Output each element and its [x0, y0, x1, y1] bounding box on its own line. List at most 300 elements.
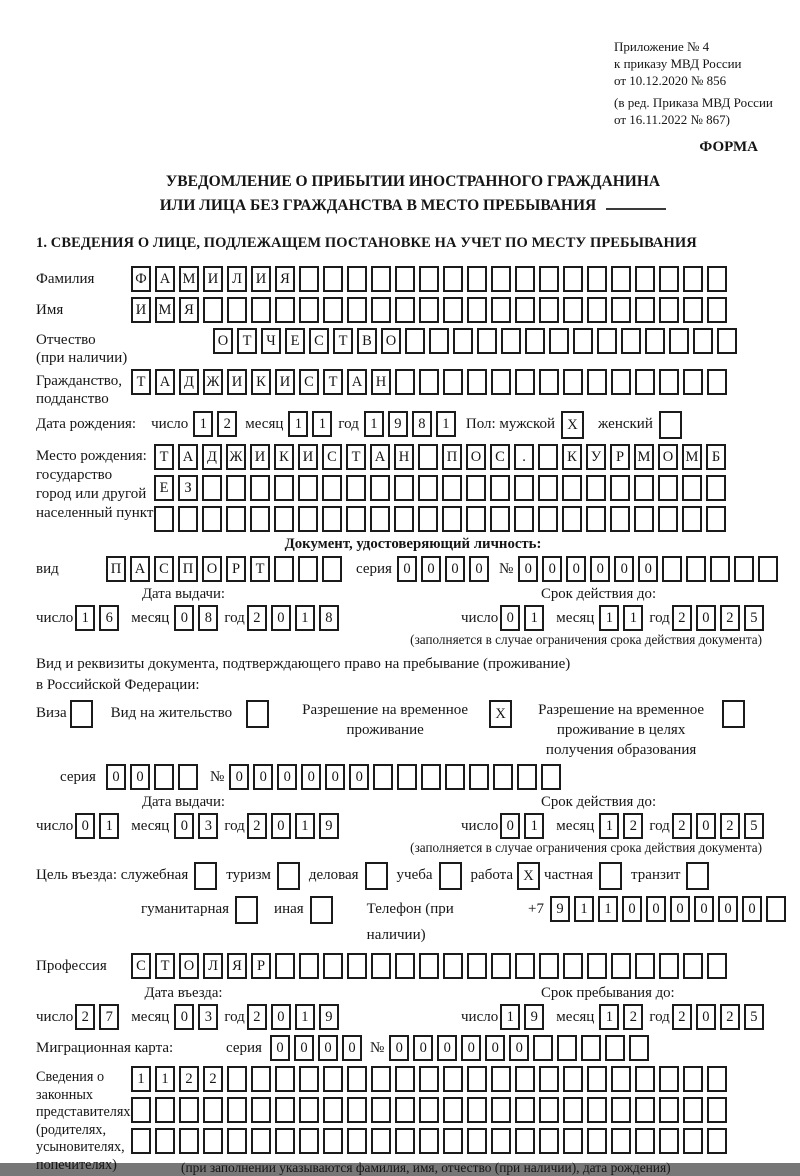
char-box[interactable]: 0 — [622, 896, 642, 922]
char-box[interactable] — [515, 297, 535, 323]
char-box[interactable] — [275, 1097, 295, 1123]
sex-female-checkbox[interactable] — [659, 411, 682, 439]
char-box[interactable] — [683, 1128, 703, 1154]
purpose-private-checkbox[interactable] — [599, 862, 622, 890]
char-box[interactable]: 0 — [271, 813, 291, 839]
char-box[interactable]: 1 — [623, 605, 643, 631]
char-box[interactable] — [442, 475, 462, 501]
char-box[interactable]: И — [251, 266, 271, 292]
char-box[interactable] — [683, 1097, 703, 1123]
char-box[interactable] — [683, 297, 703, 323]
char-box[interactable] — [515, 266, 535, 292]
char-box[interactable] — [395, 369, 415, 395]
char-box[interactable]: Е — [154, 475, 174, 501]
char-box[interactable]: С — [154, 556, 174, 582]
char-box[interactable] — [706, 475, 726, 501]
char-box[interactable] — [251, 1097, 271, 1123]
char-box[interactable] — [707, 1128, 727, 1154]
char-box[interactable] — [669, 328, 689, 354]
char-box[interactable] — [322, 475, 342, 501]
char-box[interactable] — [275, 297, 295, 323]
char-box[interactable] — [418, 506, 438, 532]
char-box[interactable] — [442, 506, 462, 532]
char-box[interactable]: О — [213, 328, 233, 354]
char-box[interactable]: М — [155, 297, 175, 323]
char-box[interactable] — [707, 1066, 727, 1092]
char-box[interactable]: 1 — [295, 1004, 315, 1030]
char-box[interactable]: О — [202, 556, 222, 582]
char-box[interactable]: 0 — [342, 1035, 362, 1061]
char-box[interactable] — [443, 266, 463, 292]
char-box[interactable] — [539, 266, 559, 292]
char-box[interactable]: 0 — [106, 764, 126, 790]
char-box[interactable] — [659, 1097, 679, 1123]
char-box[interactable]: 2 — [672, 813, 692, 839]
char-box[interactable] — [659, 266, 679, 292]
char-box[interactable] — [467, 369, 487, 395]
char-box[interactable] — [227, 297, 247, 323]
char-box[interactable]: 0 — [461, 1035, 481, 1061]
char-box[interactable] — [178, 764, 198, 790]
char-box[interactable]: А — [347, 369, 367, 395]
char-box[interactable] — [611, 369, 631, 395]
char-box[interactable]: 3 — [198, 813, 218, 839]
char-box[interactable] — [563, 1097, 583, 1123]
char-box[interactable] — [491, 266, 511, 292]
char-box[interactable]: 2 — [247, 605, 267, 631]
purpose-humanitarian-checkbox[interactable] — [235, 896, 258, 924]
char-box[interactable] — [443, 297, 463, 323]
char-box[interactable] — [539, 953, 559, 979]
char-box[interactable]: 6 — [99, 605, 119, 631]
char-box[interactable]: 2 — [247, 813, 267, 839]
char-box[interactable] — [707, 266, 727, 292]
char-box[interactable] — [766, 896, 786, 922]
char-box[interactable] — [469, 764, 489, 790]
char-box[interactable] — [371, 1128, 391, 1154]
char-box[interactable] — [659, 297, 679, 323]
char-box[interactable] — [275, 1128, 295, 1154]
char-box[interactable]: О — [658, 444, 678, 470]
char-box[interactable]: 0 — [271, 605, 291, 631]
char-box[interactable] — [394, 506, 414, 532]
char-box[interactable] — [467, 1097, 487, 1123]
char-box[interactable] — [515, 1128, 535, 1154]
char-box[interactable]: 2 — [623, 1004, 643, 1030]
char-box[interactable]: П — [106, 556, 126, 582]
char-box[interactable]: Я — [227, 953, 247, 979]
char-box[interactable] — [443, 953, 463, 979]
char-box[interactable]: Н — [371, 369, 391, 395]
char-box[interactable] — [563, 1128, 583, 1154]
char-box[interactable]: . — [514, 444, 534, 470]
char-box[interactable] — [658, 475, 678, 501]
char-box[interactable] — [611, 266, 631, 292]
char-box[interactable] — [251, 297, 271, 323]
char-box[interactable]: Д — [179, 369, 199, 395]
char-box[interactable] — [514, 506, 534, 532]
char-box[interactable] — [493, 764, 513, 790]
char-box[interactable] — [299, 266, 319, 292]
char-box[interactable] — [371, 1066, 391, 1092]
char-box[interactable]: Л — [203, 953, 223, 979]
char-box[interactable]: М — [634, 444, 654, 470]
char-box[interactable] — [758, 556, 778, 582]
char-box[interactable]: 1 — [524, 813, 544, 839]
char-box[interactable]: 2 — [75, 1004, 95, 1030]
char-box[interactable] — [693, 328, 713, 354]
char-box[interactable] — [274, 506, 294, 532]
char-box[interactable]: 0 — [670, 896, 690, 922]
char-box[interactable]: 1 — [599, 1004, 619, 1030]
char-box[interactable]: С — [309, 328, 329, 354]
char-box[interactable] — [419, 1066, 439, 1092]
char-box[interactable]: 8 — [198, 605, 218, 631]
char-box[interactable] — [587, 953, 607, 979]
char-box[interactable] — [515, 1097, 535, 1123]
char-box[interactable]: Т — [155, 953, 175, 979]
char-box[interactable] — [611, 1128, 631, 1154]
char-box[interactable]: С — [131, 953, 151, 979]
char-box[interactable] — [562, 475, 582, 501]
char-box[interactable] — [395, 953, 415, 979]
char-box[interactable] — [274, 556, 294, 582]
char-box[interactable] — [395, 1097, 415, 1123]
char-box[interactable]: 1 — [99, 813, 119, 839]
char-box[interactable] — [154, 506, 174, 532]
char-box[interactable]: Д — [202, 444, 222, 470]
char-box[interactable] — [322, 506, 342, 532]
char-box[interactable] — [541, 764, 561, 790]
char-box[interactable] — [347, 297, 367, 323]
char-box[interactable] — [557, 1035, 577, 1061]
char-box[interactable] — [581, 1035, 601, 1061]
char-box[interactable] — [573, 328, 593, 354]
char-box[interactable]: З — [178, 475, 198, 501]
char-box[interactable]: Ф — [131, 266, 151, 292]
char-box[interactable] — [538, 444, 558, 470]
char-box[interactable]: 9 — [319, 1004, 339, 1030]
char-box[interactable] — [477, 328, 497, 354]
char-box[interactable] — [682, 506, 702, 532]
char-box[interactable] — [275, 953, 295, 979]
char-box[interactable] — [466, 475, 486, 501]
char-box[interactable] — [419, 266, 439, 292]
char-box[interactable] — [491, 1066, 511, 1092]
char-box[interactable] — [539, 1128, 559, 1154]
char-box[interactable]: С — [322, 444, 342, 470]
purpose-other-checkbox[interactable] — [310, 896, 333, 924]
char-box[interactable]: 0 — [445, 556, 465, 582]
char-box[interactable]: 0 — [75, 813, 95, 839]
temp-permit-edu-checkbox[interactable] — [722, 700, 745, 728]
char-box[interactable]: 5 — [744, 813, 764, 839]
char-box[interactable] — [395, 297, 415, 323]
char-box[interactable] — [419, 1097, 439, 1123]
char-box[interactable]: 1 — [312, 411, 332, 437]
char-box[interactable]: 2 — [720, 605, 740, 631]
char-box[interactable] — [418, 475, 438, 501]
char-box[interactable] — [563, 266, 583, 292]
char-box[interactable] — [587, 369, 607, 395]
char-box[interactable]: О — [466, 444, 486, 470]
char-box[interactable]: 0 — [718, 896, 738, 922]
char-box[interactable] — [466, 506, 486, 532]
char-box[interactable] — [347, 266, 367, 292]
char-box[interactable] — [605, 1035, 625, 1061]
char-box[interactable]: 5 — [744, 1004, 764, 1030]
char-box[interactable]: 0 — [389, 1035, 409, 1061]
char-box[interactable] — [323, 953, 343, 979]
char-box[interactable]: О — [179, 953, 199, 979]
char-box[interactable]: 1 — [524, 605, 544, 631]
char-box[interactable] — [467, 297, 487, 323]
char-box[interactable] — [274, 475, 294, 501]
char-box[interactable] — [131, 1097, 151, 1123]
char-box[interactable]: 2 — [623, 813, 643, 839]
sex-male-checkbox[interactable]: X — [561, 411, 584, 439]
char-box[interactable]: 2 — [672, 605, 692, 631]
char-box[interactable] — [155, 1097, 175, 1123]
char-box[interactable] — [658, 506, 678, 532]
char-box[interactable]: 0 — [500, 605, 520, 631]
char-box[interactable] — [227, 1097, 247, 1123]
purpose-business-checkbox[interactable] — [365, 862, 388, 890]
char-box[interactable] — [491, 1097, 511, 1123]
char-box[interactable] — [347, 1066, 367, 1092]
char-box[interactable]: П — [442, 444, 462, 470]
char-box[interactable]: Т — [323, 369, 343, 395]
char-box[interactable]: Н — [394, 444, 414, 470]
char-box[interactable] — [645, 328, 665, 354]
char-box[interactable] — [443, 1128, 463, 1154]
purpose-study-checkbox[interactable] — [439, 862, 462, 890]
char-box[interactable]: Ж — [203, 369, 223, 395]
char-box[interactable] — [563, 953, 583, 979]
char-box[interactable] — [611, 1066, 631, 1092]
char-box[interactable]: 0 — [509, 1035, 529, 1061]
char-box[interactable]: К — [251, 369, 271, 395]
char-box[interactable] — [635, 369, 655, 395]
char-box[interactable] — [707, 369, 727, 395]
char-box[interactable] — [322, 556, 342, 582]
char-box[interactable]: Т — [237, 328, 257, 354]
char-box[interactable] — [707, 953, 727, 979]
char-box[interactable] — [323, 1128, 343, 1154]
char-box[interactable] — [203, 297, 223, 323]
char-box[interactable]: 0 — [301, 764, 321, 790]
char-box[interactable]: Ч — [261, 328, 281, 354]
char-box[interactable]: И — [275, 369, 295, 395]
char-box[interactable]: 1 — [364, 411, 384, 437]
purpose-official-checkbox[interactable] — [194, 862, 217, 890]
char-box[interactable] — [563, 369, 583, 395]
char-box[interactable]: Б — [706, 444, 726, 470]
char-box[interactable] — [586, 475, 606, 501]
char-box[interactable] — [371, 297, 391, 323]
char-box[interactable] — [549, 328, 569, 354]
char-box[interactable]: Л — [227, 266, 247, 292]
char-box[interactable] — [659, 369, 679, 395]
char-box[interactable]: 0 — [542, 556, 562, 582]
char-box[interactable] — [682, 475, 702, 501]
char-box[interactable]: 1 — [288, 411, 308, 437]
char-box[interactable] — [501, 328, 521, 354]
char-box[interactable] — [597, 328, 617, 354]
char-box[interactable] — [610, 506, 630, 532]
char-box[interactable] — [491, 1128, 511, 1154]
char-box[interactable] — [370, 506, 390, 532]
char-box[interactable]: 0 — [318, 1035, 338, 1061]
char-box[interactable]: С — [299, 369, 319, 395]
char-box[interactable] — [539, 297, 559, 323]
char-box[interactable] — [610, 475, 630, 501]
char-box[interactable]: 0 — [485, 1035, 505, 1061]
char-box[interactable] — [251, 1066, 271, 1092]
char-box[interactable]: С — [490, 444, 510, 470]
char-box[interactable]: Т — [250, 556, 270, 582]
char-box[interactable] — [227, 1128, 247, 1154]
char-box[interactable] — [443, 1066, 463, 1092]
char-box[interactable] — [250, 506, 270, 532]
char-box[interactable]: 9 — [524, 1004, 544, 1030]
char-box[interactable] — [155, 1128, 175, 1154]
char-box[interactable] — [453, 328, 473, 354]
char-box[interactable]: И — [227, 369, 247, 395]
char-box[interactable] — [635, 297, 655, 323]
purpose-transit-checkbox[interactable] — [686, 862, 709, 890]
char-box[interactable] — [634, 475, 654, 501]
char-box[interactable] — [587, 1128, 607, 1154]
char-box[interactable]: 2 — [217, 411, 237, 437]
char-box[interactable] — [395, 1128, 415, 1154]
char-box[interactable] — [635, 1128, 655, 1154]
char-box[interactable]: 0 — [500, 813, 520, 839]
char-box[interactable]: 1 — [436, 411, 456, 437]
char-box[interactable] — [418, 444, 438, 470]
char-box[interactable] — [154, 764, 174, 790]
char-box[interactable] — [323, 1097, 343, 1123]
char-box[interactable] — [734, 556, 754, 582]
char-box[interactable] — [517, 764, 537, 790]
char-box[interactable] — [323, 297, 343, 323]
char-box[interactable] — [659, 1128, 679, 1154]
char-box[interactable] — [373, 764, 393, 790]
char-box[interactable] — [707, 297, 727, 323]
char-box[interactable]: 0 — [646, 896, 666, 922]
char-box[interactable]: 1 — [599, 813, 619, 839]
char-box[interactable]: 9 — [550, 896, 570, 922]
char-box[interactable] — [394, 475, 414, 501]
char-box[interactable] — [662, 556, 682, 582]
char-box[interactable]: 0 — [413, 1035, 433, 1061]
char-box[interactable]: 5 — [744, 605, 764, 631]
char-box[interactable]: У — [586, 444, 606, 470]
char-box[interactable] — [539, 1097, 559, 1123]
char-box[interactable] — [443, 1097, 463, 1123]
char-box[interactable]: И — [298, 444, 318, 470]
char-box[interactable]: 8 — [319, 605, 339, 631]
char-box[interactable] — [533, 1035, 553, 1061]
char-box[interactable]: 0 — [174, 813, 194, 839]
char-box[interactable]: 1 — [500, 1004, 520, 1030]
char-box[interactable]: 0 — [614, 556, 634, 582]
char-box[interactable]: 0 — [566, 556, 586, 582]
char-box[interactable] — [419, 1128, 439, 1154]
char-box[interactable] — [299, 297, 319, 323]
char-box[interactable] — [298, 475, 318, 501]
char-box[interactable] — [467, 266, 487, 292]
char-box[interactable]: 0 — [270, 1035, 290, 1061]
char-box[interactable]: 1 — [599, 605, 619, 631]
char-box[interactable] — [298, 556, 318, 582]
char-box[interactable]: 2 — [672, 1004, 692, 1030]
char-box[interactable] — [611, 297, 631, 323]
char-box[interactable]: А — [155, 266, 175, 292]
char-box[interactable] — [629, 1035, 649, 1061]
char-box[interactable] — [299, 1066, 319, 1092]
char-box[interactable] — [250, 475, 270, 501]
char-box[interactable] — [659, 953, 679, 979]
char-box[interactable] — [347, 1097, 367, 1123]
char-box[interactable] — [203, 1128, 223, 1154]
char-box[interactable] — [515, 953, 535, 979]
char-box[interactable] — [421, 764, 441, 790]
char-box[interactable]: 0 — [325, 764, 345, 790]
char-box[interactable]: 0 — [696, 1004, 716, 1030]
char-box[interactable] — [178, 506, 198, 532]
char-box[interactable]: 0 — [518, 556, 538, 582]
char-box[interactable]: М — [682, 444, 702, 470]
char-box[interactable] — [371, 1097, 391, 1123]
char-box[interactable] — [587, 1097, 607, 1123]
char-box[interactable]: 0 — [349, 764, 369, 790]
char-box[interactable] — [203, 1097, 223, 1123]
char-box[interactable] — [635, 953, 655, 979]
char-box[interactable]: 0 — [469, 556, 489, 582]
char-box[interactable] — [539, 1066, 559, 1092]
char-box[interactable] — [346, 475, 366, 501]
temp-permit-checkbox[interactable]: X — [489, 700, 512, 728]
char-box[interactable] — [634, 506, 654, 532]
char-box[interactable]: К — [274, 444, 294, 470]
char-box[interactable] — [226, 475, 246, 501]
char-box[interactable] — [563, 297, 583, 323]
char-box[interactable] — [538, 475, 558, 501]
char-box[interactable]: 8 — [412, 411, 432, 437]
char-box[interactable]: Ж — [226, 444, 246, 470]
char-box[interactable] — [397, 764, 417, 790]
char-box[interactable]: 2 — [720, 1004, 740, 1030]
char-box[interactable] — [490, 506, 510, 532]
char-box[interactable] — [683, 953, 703, 979]
char-box[interactable] — [562, 506, 582, 532]
char-box[interactable]: Т — [346, 444, 366, 470]
char-box[interactable] — [635, 1066, 655, 1092]
char-box[interactable]: 0 — [229, 764, 249, 790]
char-box[interactable] — [467, 953, 487, 979]
char-box[interactable]: 0 — [437, 1035, 457, 1061]
char-box[interactable] — [323, 1066, 343, 1092]
char-box[interactable] — [467, 1066, 487, 1092]
char-box[interactable] — [395, 266, 415, 292]
char-box[interactable] — [706, 506, 726, 532]
char-box[interactable] — [587, 297, 607, 323]
char-box[interactable] — [710, 556, 730, 582]
char-box[interactable]: 7 — [99, 1004, 119, 1030]
char-box[interactable]: А — [130, 556, 150, 582]
char-box[interactable]: 3 — [198, 1004, 218, 1030]
